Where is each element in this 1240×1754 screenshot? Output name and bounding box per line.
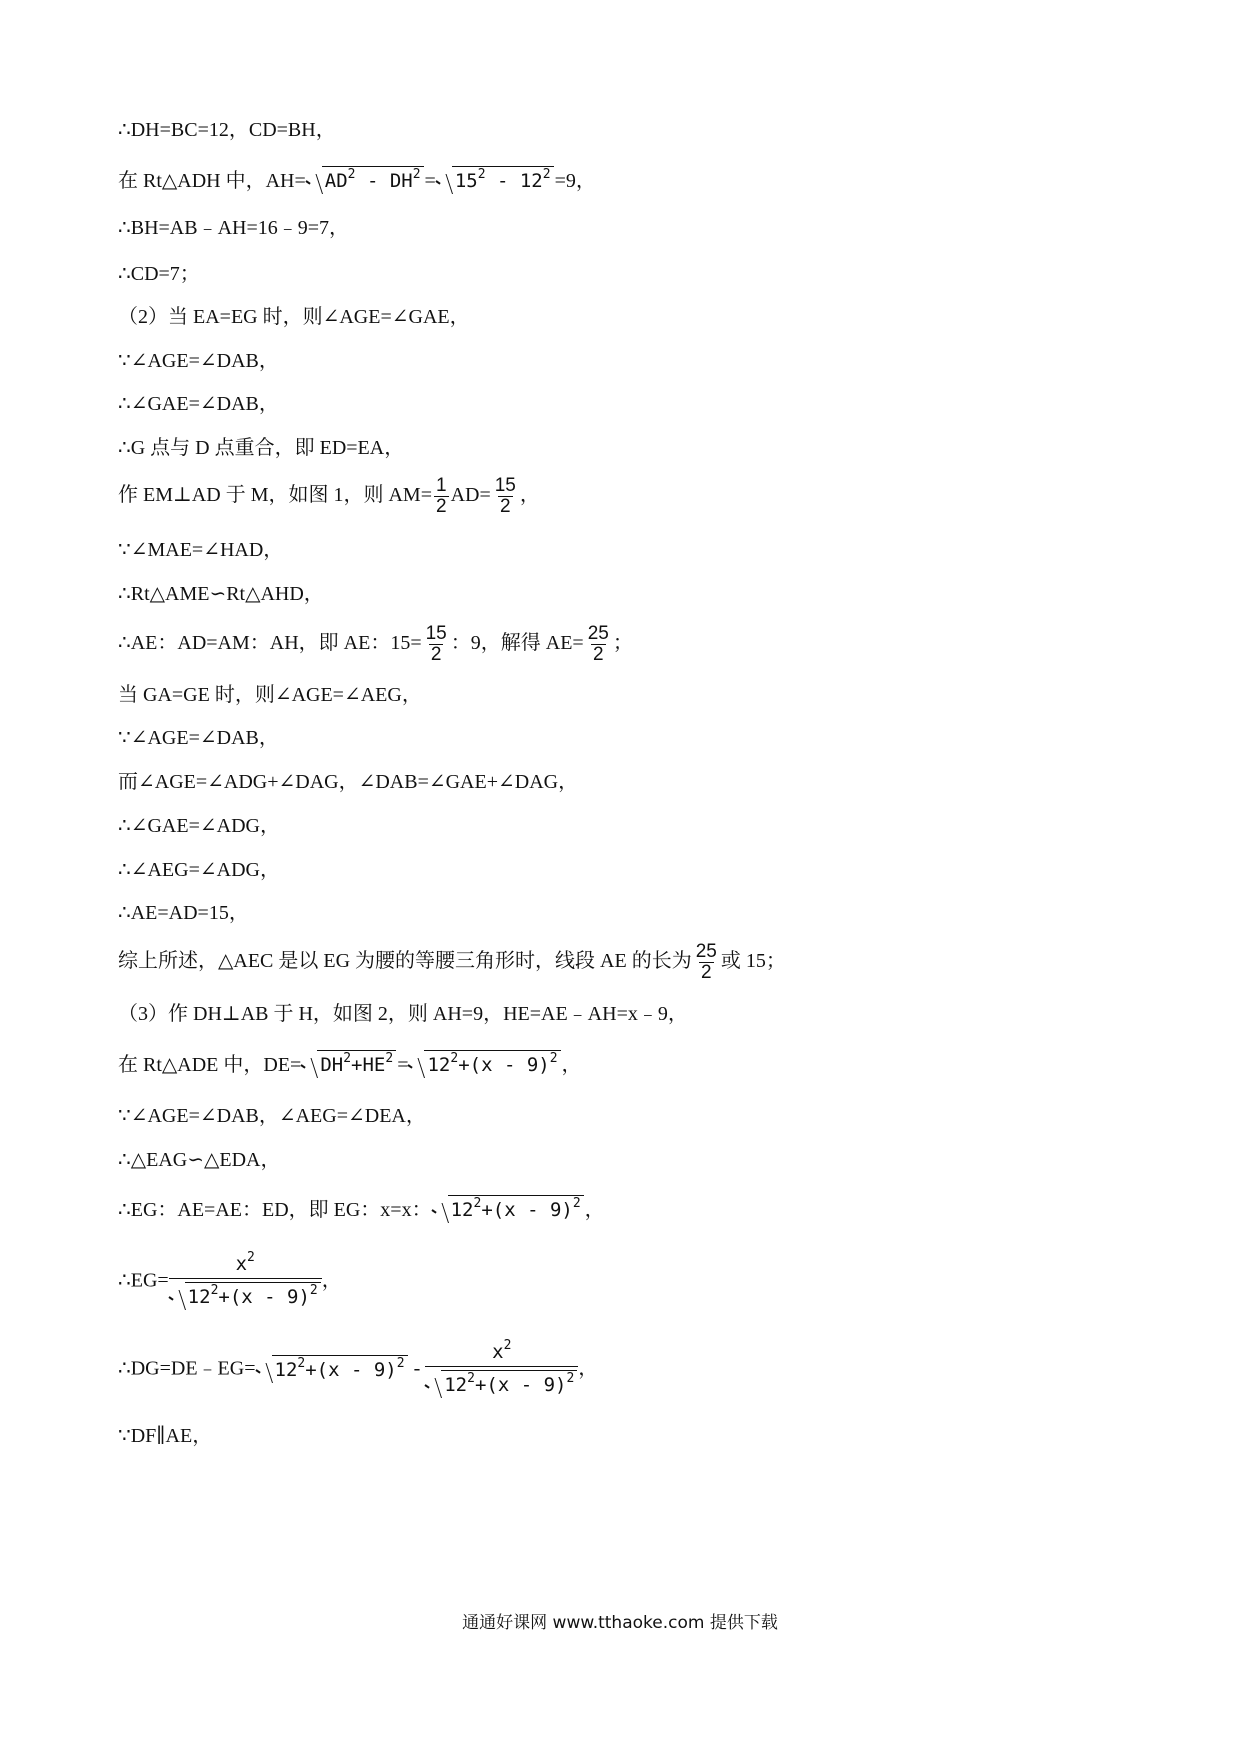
line-14: ∵∠AGE=∠DAB， — [118, 727, 279, 749]
line-10: ∵∠MAE=∠HAD， — [118, 539, 284, 561]
line-22: ∵∠AGE=∠DAB，∠AEG=∠DEA， — [118, 1105, 426, 1127]
line-19: 综上所述，△AEC 是以 EG 为腰的等腰三角形时，线段 AE 的长为 $\frac{25}{2}$ 或 15； — [118, 941, 786, 983]
sqrt-expression: $12^2+(x - 9)^2$ — [408, 1050, 560, 1077]
fraction-15-2: $\frac{15}{2}$ — [425, 623, 447, 665]
fraction-15-2: $\frac{15}{2}$ — [494, 475, 516, 517]
line-11: ∴Rt△AME∽Rt△AHD， — [118, 583, 324, 605]
line-18: ∴AE=AD=15， — [118, 902, 249, 924]
line-25: ∴EG= $\frac{x^2}{12^2+(x - 9)^2}$ ， — [118, 1250, 342, 1308]
line-23: ∴△EAG∽△EDA， — [118, 1149, 281, 1171]
line-1: ∴DH=BC=12，CD=BH， — [118, 119, 336, 141]
line-26: ∴DG=DE﹣EG= $12^2+(x - 9)^2$ - $\frac{x^2}{12^2+(x - 9)^2}$ ， — [118, 1338, 599, 1396]
line-6: ∵∠AGE=∠DAB， — [118, 350, 279, 372]
line-21: 在 Rt△ADE 中，DE= $DH^2+HE^2$ = $12^2+(x - 9)^2$ ， — [118, 1051, 582, 1076]
text: 在 Rt△ADH 中，AH= — [118, 170, 306, 192]
line-15: 而∠AGE=∠ADG+∠DAG，∠DAB=∠GAE+∠DAG， — [118, 771, 579, 793]
sqrt-expression: $12^2+(x - 9)^2$ — [432, 1195, 584, 1222]
fraction-half: $\frac{1}{2}$ — [435, 475, 447, 517]
sqrt-expression: $15^2 - 12^2$ — [436, 166, 554, 193]
line-3: ∴BH=AB﹣AH=16﹣9=7， — [118, 217, 350, 239]
line-8: ∴G 点与 D 点重合，即 ED=EA， — [118, 437, 405, 459]
line-7: ∴∠GAE=∠DAB， — [118, 393, 279, 415]
line-16: ∴∠GAE=∠ADG， — [118, 815, 280, 837]
line-13: 当 GA=GE 时，则∠AGE=∠AEG， — [118, 684, 422, 706]
line-5: （2）当 EA=EG 时，则∠AGE=∠GAE， — [118, 306, 470, 328]
sqrt-expression: $12^2+(x - 9)^2$ — [256, 1355, 408, 1382]
line-24: ∴EG：AE=AE：ED，即 EG：x=x： $12^2+(x - 9)^2$ ， — [118, 1196, 605, 1221]
line-12: ∴AE：AD=AM：AH，即 AE：15= $\frac{15}{2}$ ：9，解得 AE= $\frac{25}{2}$ ； — [118, 623, 633, 665]
line-17: ∴∠AEG=∠ADG， — [118, 859, 280, 881]
fraction-eg: $\frac{x^2}{12^2+(x - 9)^2}$ — [169, 1252, 322, 1309]
sqrt-expression: $DH^2+HE^2$ — [301, 1050, 396, 1077]
fraction-25-2: $\frac{25}{2}$ — [587, 623, 609, 665]
line-9: 作 EM⊥AD 于 M，如图 1，则 AM= $\frac{1}{2}$ AD= $\frac{15}{2}$ ， — [118, 475, 540, 517]
fraction-dg: $\frac{x^2}{12^2+(x - 9)^2}$ — [425, 1340, 578, 1397]
line-2: 在 Rt△ADH 中，AH= $AD^2 - DH^2$ = $15^2 - 12^2 =9$， — [118, 167, 596, 192]
sqrt-expression: $AD^2 - DH^2$ — [306, 166, 424, 193]
fraction-25-2: $\frac{25}{2}$ — [695, 941, 717, 983]
line-4: ∴CD=7； — [118, 263, 200, 285]
line-20: （3）作 DH⊥AB 于 H，如图 2，则 AH=9，HE=AE﹣AH=x﹣9， — [118, 1003, 688, 1025]
footer-watermark: 通通好课网 www.tthaoke.com 提供下载 — [462, 1613, 778, 1633]
line-27: ∵DF∥AE， — [118, 1425, 213, 1447]
